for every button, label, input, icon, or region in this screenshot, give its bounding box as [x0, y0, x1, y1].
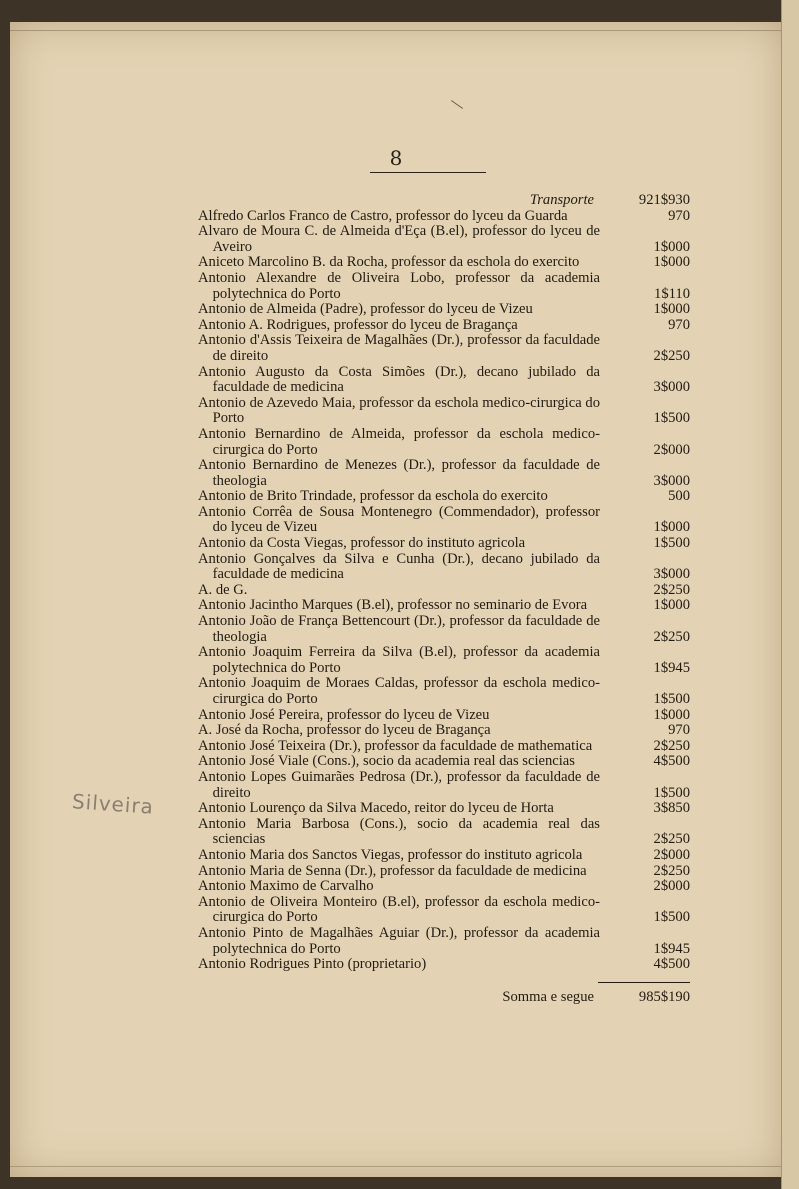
entry-description: Antonio Augusto da Costa Simões (Dr.), decano jubilado da faculdade de medicina — [198, 363, 600, 396]
entry-amount: 1$000 — [653, 519, 690, 536]
ledger-entry — [198, 864, 690, 880]
entry-amount: 1$000 — [653, 238, 690, 255]
entry-description: Antonio José Pereira, professor do lyceu de Vizeu — [198, 706, 490, 723]
entry-amount: 2$000 — [653, 878, 690, 895]
entry-amount: 1$945 — [653, 659, 690, 676]
subscription-ledger — [198, 193, 690, 1005]
entry-amount: 3$850 — [653, 800, 690, 817]
ledger-entry — [198, 770, 690, 801]
ledger-entry — [198, 536, 690, 552]
entry-amount: 1$000 — [653, 301, 690, 318]
ledger-entry — [198, 926, 690, 957]
sum-rule — [598, 982, 690, 983]
transport-label: Transporte — [529, 192, 594, 208]
page-number-rule — [370, 172, 486, 173]
entry-list — [198, 209, 690, 973]
ledger-entry — [198, 583, 690, 599]
entry-description: Antonio Joaquim Ferreira da Silva (B.el), professor da academia polytechnica do Porto — [198, 644, 600, 676]
ledger-entry — [198, 489, 690, 505]
ledger-entry — [198, 505, 690, 536]
entry-description: Antonio de Almeida (Padre), professor do lyceu de Vizeu — [198, 301, 533, 318]
entry-description: Antonio Lopes Guimarães Pedrosa (Dr.), professor da faculdade de direito — [198, 768, 600, 801]
entry-description: Antonio Pinto de Magalhães Aguiar (Dr.), professor da academia polytechnica do Porto — [198, 924, 600, 957]
ledger-entry — [198, 255, 690, 271]
ledger-entry — [198, 552, 690, 583]
ledger-entry — [198, 427, 690, 458]
ledger-entry — [198, 645, 690, 676]
ledger-entry — [198, 224, 690, 255]
entry-amount: 1$000 — [653, 254, 690, 271]
entry-description: Antonio d'Assis Teixeira de Magalhães (Dr.), professor da faculdade de direito — [198, 332, 600, 364]
entry-amount: 4$500 — [653, 956, 690, 973]
entry-amount: 500 — [668, 488, 690, 505]
ledger-entry — [198, 333, 690, 364]
entry-description: Antonio Maria dos Sanctos Viegas, professor do instituto agricola — [198, 846, 583, 863]
entry-amount: 3$000 — [653, 472, 690, 489]
entry-amount: 1$500 — [653, 410, 690, 427]
ledger-entry — [198, 676, 690, 707]
entry-amount: 2$250 — [653, 737, 690, 754]
total-row — [198, 990, 690, 1006]
next-page-edge — [781, 0, 799, 1189]
entry-amount: 4$500 — [653, 753, 690, 770]
entry-amount: 2$000 — [653, 441, 690, 458]
entry-amount: 1$000 — [653, 597, 690, 614]
ledger-entry — [198, 598, 690, 614]
entry-description: Antonio Corrêa de Sousa Montenegro (Commendador), professor do lyceu de Vizeu — [198, 503, 600, 536]
entry-description: Aniceto Marcolino B. da Rocha, professor da eschola do exercito — [198, 254, 580, 271]
top-edge-rule — [10, 30, 782, 31]
entry-description: Antonio A. Rodrigues, professor do lyceu de Bragança — [198, 316, 518, 333]
entry-description: Antonio de Oliveira Monteiro (B.el), professor da eschola medico-cirurgica do Porto — [198, 893, 600, 926]
entry-amount: 1$110 — [654, 285, 690, 302]
entry-amount: 2$250 — [653, 628, 690, 645]
ledger-entry — [198, 817, 690, 848]
ledger-entry — [198, 957, 690, 973]
entry-description: Alfredo Carlos Franco de Castro, professor do lyceu da Guarda — [198, 207, 568, 224]
ledger-entry — [198, 365, 690, 396]
entry-description: Antonio José Teixeira (Dr.), professor da faculdade de mathematica — [198, 737, 593, 754]
entry-description: Antonio José Viale (Cons.), socio da academia real das sciencias — [198, 753, 575, 770]
entry-description: Antonio de Azevedo Maia, professor da eschola medico-cirurgica do Porto — [198, 394, 600, 427]
total-value: 985$190 — [638, 988, 690, 1005]
fold-mark — [451, 100, 463, 109]
entry-description: Antonio Rodrigues Pinto (proprietario) — [198, 956, 427, 973]
total-label: Somma e segue — [502, 988, 594, 1005]
entry-amount: 2$250 — [653, 581, 690, 598]
entry-description: Alvaro de Moura C. de Almeida d'Eça (B.el), professor do lyceu de Aveiro — [198, 223, 600, 255]
ledger-entry — [198, 723, 690, 739]
ledger-entry — [198, 739, 690, 755]
entry-amount: 2$250 — [653, 831, 690, 848]
entry-description: Antonio Gonçalves da Silva e Cunha (Dr.), decano jubilado da faculdade de medicina — [198, 550, 600, 583]
ledger-entry — [198, 879, 690, 895]
entry-description: Antonio Alexandre de Oliveira Lobo, professor da academia polytechnica do Porto — [198, 269, 600, 302]
handwritten-margin-note: Silveira — [71, 789, 155, 819]
ledger-entry — [198, 209, 690, 225]
entry-amount: 3$000 — [653, 566, 690, 583]
entry-description: Antonio Maria Barbosa (Cons.), socio da academia real das sciencias — [198, 815, 600, 848]
entry-description: A. de G. — [198, 581, 248, 598]
entry-amount: 970 — [668, 316, 690, 333]
entry-amount: 2$250 — [653, 862, 690, 879]
entry-description: Antonio Maria de Senna (Dr.), professor da faculdade de medicina — [198, 862, 587, 879]
ledger-entry — [198, 708, 690, 724]
bottom-edge-rule — [10, 1166, 782, 1167]
ledger-entry — [198, 318, 690, 334]
entry-description: A. José da Rocha, professor do lyceu de Bragança — [198, 722, 491, 739]
entry-amount: 1$945 — [653, 940, 690, 957]
ledger-entry — [198, 801, 690, 817]
ledger-entry — [198, 895, 690, 926]
entry-amount: 1$500 — [653, 784, 690, 801]
transport-value: 921$930 — [638, 192, 690, 208]
entry-amount: 1$000 — [653, 706, 690, 723]
ledger-entry — [198, 271, 690, 302]
entry-description: Antonio Bernardino de Menezes (Dr.), professor da faculdade de theologia — [198, 457, 600, 489]
ledger-entry — [198, 754, 690, 770]
transport-row — [198, 193, 690, 209]
entry-description: Antonio Jacintho Marques (B.el), professor no seminario de Evora — [198, 597, 588, 614]
entry-description: Antonio de Brito Trindade, professor da eschola do exercito — [198, 488, 548, 505]
ledger-entry — [198, 848, 690, 864]
entry-amount: 1$500 — [653, 691, 690, 707]
entry-amount: 1$500 — [653, 535, 690, 552]
entry-amount: 970 — [668, 207, 690, 224]
entry-amount: 970 — [668, 722, 690, 739]
entry-description: Antonio Joaquim de Moraes Caldas, professor da eschola medico-cirurgica do Porto — [198, 675, 600, 707]
entry-description: Antonio Lourenço da Silva Macedo, reitor do lyceu de Horta — [198, 800, 554, 817]
entry-description: Antonio Maximo de Carvalho — [198, 878, 374, 895]
ledger-entry — [198, 614, 690, 645]
entry-description: Antonio Bernardino de Almeida, professor da eschola medico-cirurgica do Porto — [198, 425, 600, 458]
ledger-entry — [198, 458, 690, 489]
ledger-entry — [198, 302, 690, 318]
entry-description: Antonio João de França Bettencourt (Dr.), professor da faculdade de theologia — [198, 613, 600, 645]
ledger-entry — [198, 396, 690, 427]
entry-amount: 1$500 — [653, 909, 690, 926]
entry-amount: 2$000 — [653, 846, 690, 863]
entry-description: Antonio da Costa Viegas, professor do instituto agricola — [198, 535, 526, 552]
entry-amount: 2$250 — [653, 347, 690, 364]
entry-amount: 3$000 — [653, 379, 690, 396]
page-number: 8 — [389, 146, 403, 170]
document-page — [10, 22, 782, 1177]
